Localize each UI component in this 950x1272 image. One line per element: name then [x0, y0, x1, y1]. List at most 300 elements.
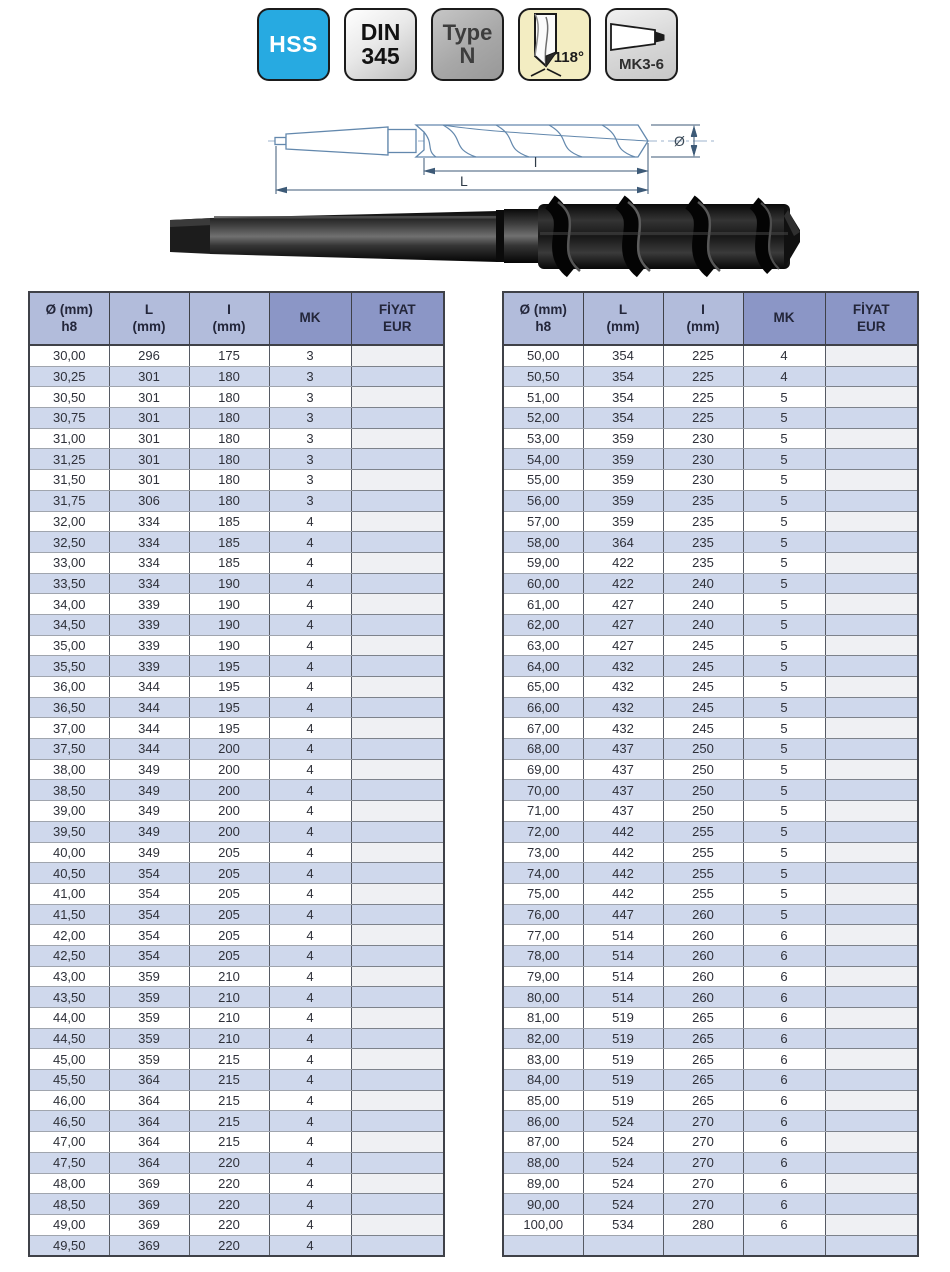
cell-mk: 5	[743, 718, 825, 739]
cell-price	[351, 1194, 444, 1215]
cell-diameter: 37,50	[29, 739, 109, 760]
cell-overall-length: 524	[583, 1152, 663, 1173]
cell-mk: 5	[743, 532, 825, 553]
cell-mk: 6	[743, 1152, 825, 1173]
cell-flute-length: 195	[189, 697, 269, 718]
cell-diameter: 61,00	[503, 594, 583, 615]
cell-mk: 6	[743, 1008, 825, 1029]
cell-price	[825, 739, 918, 760]
cell-diameter: 54,00	[503, 449, 583, 470]
cell-price	[351, 945, 444, 966]
cell-price	[825, 408, 918, 429]
cell-mk: 5	[743, 594, 825, 615]
cell-price	[351, 1090, 444, 1111]
cell-flute-length: 245	[663, 697, 743, 718]
overall-length-label: L	[460, 173, 468, 189]
cell-mk: 5	[743, 801, 825, 822]
cell-price	[825, 842, 918, 863]
table-row	[503, 449, 918, 470]
cell-price	[825, 1194, 918, 1215]
column-header-mk: MK	[743, 292, 825, 345]
cell-mk: 4	[269, 739, 351, 760]
table-row	[503, 408, 918, 429]
cell-diameter: 72,00	[503, 821, 583, 842]
cell-diameter: 47,50	[29, 1152, 109, 1173]
table-row	[503, 1214, 918, 1235]
cell-flute-length: 190	[189, 573, 269, 594]
cell-mk: 5	[743, 573, 825, 594]
table-row	[29, 1132, 444, 1153]
cell-flute-length: 220	[189, 1235, 269, 1256]
cell-overall-length: 354	[583, 387, 663, 408]
cell-price	[825, 573, 918, 594]
cell-diameter: 33,00	[29, 552, 109, 573]
table-row	[503, 1028, 918, 1049]
cell-diameter: 41,00	[29, 883, 109, 904]
cell-overall-length: 437	[583, 780, 663, 801]
cell-flute-length: 215	[189, 1049, 269, 1070]
cell-mk: 5	[743, 408, 825, 429]
cell-mk: 5	[743, 428, 825, 449]
cell-overall-length: 364	[109, 1090, 189, 1111]
cell-flute-length: 265	[663, 1049, 743, 1070]
cell-diameter: 76,00	[503, 904, 583, 925]
cell-diameter: 50,00	[503, 345, 583, 366]
cell-price	[825, 801, 918, 822]
cell-mk: 5	[743, 656, 825, 677]
cell-overall-length: 354	[109, 945, 189, 966]
cell-flute-length: 230	[663, 428, 743, 449]
cell-diameter: 59,00	[503, 552, 583, 573]
cell-overall-length: 534	[583, 1214, 663, 1235]
drill-photo	[148, 192, 803, 285]
cell-flute-length: 265	[663, 1090, 743, 1111]
cell-mk: 4	[269, 594, 351, 615]
cell-flute-length: 205	[189, 904, 269, 925]
cell-overall-length: 432	[583, 718, 663, 739]
cell-diameter: 32,50	[29, 532, 109, 553]
cell-overall-length: 344	[109, 718, 189, 739]
cell-mk: 4	[269, 842, 351, 863]
cell-price	[825, 863, 918, 884]
cell-flute-length: 240	[663, 614, 743, 635]
cell-flute-length: 180	[189, 490, 269, 511]
table-row	[29, 801, 444, 822]
cell-flute-length: 205	[189, 945, 269, 966]
cell-overall-length: 339	[109, 635, 189, 656]
cell-mk: 5	[743, 863, 825, 884]
cell-flute-length: 225	[663, 408, 743, 429]
cell-diameter: 31,75	[29, 490, 109, 511]
cell-flute-length: 200	[189, 759, 269, 780]
cell-price	[351, 697, 444, 718]
cell-diameter: 40,00	[29, 842, 109, 863]
cell-flute-length: 255	[663, 883, 743, 904]
cell-diameter: 81,00	[503, 1008, 583, 1029]
table-row	[29, 366, 444, 387]
table-row	[29, 1028, 444, 1049]
cell-mk: 4	[743, 345, 825, 366]
table-row	[29, 635, 444, 656]
cell-diameter: 42,00	[29, 925, 109, 946]
cell-flute-length: 190	[189, 635, 269, 656]
cell-overall-length: 301	[109, 470, 189, 491]
cell-diameter: 79,00	[503, 966, 583, 987]
cell-mk: 4	[269, 614, 351, 635]
table-row	[29, 677, 444, 698]
cell-price	[351, 511, 444, 532]
cell-diameter: 73,00	[503, 842, 583, 863]
cell-price	[825, 780, 918, 801]
cell-overall-length: 359	[583, 428, 663, 449]
table-row	[503, 739, 918, 760]
cell-overall-length: 339	[109, 656, 189, 677]
table-row	[503, 904, 918, 925]
cell-mk: 6	[743, 1049, 825, 1070]
table-row	[29, 1111, 444, 1132]
cell-price	[825, 1008, 918, 1029]
cell-diameter: 82,00	[503, 1028, 583, 1049]
cell-price	[351, 656, 444, 677]
cell-mk: 5	[743, 490, 825, 511]
cell-price	[351, 821, 444, 842]
cell-overall-length: 334	[109, 573, 189, 594]
table-header-row	[29, 292, 444, 345]
cell-price	[825, 1173, 918, 1194]
cell-diameter: 36,00	[29, 677, 109, 698]
cell-diameter: 31,00	[29, 428, 109, 449]
cell-flute-length	[663, 1235, 743, 1256]
cell-overall-length: 364	[109, 1070, 189, 1091]
cell-mk: 6	[743, 966, 825, 987]
table-row	[29, 408, 444, 429]
cell-mk: 6	[743, 1132, 825, 1153]
cell-mk: 5	[743, 470, 825, 491]
cell-diameter: 49,00	[29, 1214, 109, 1235]
cell-flute-length: 195	[189, 677, 269, 698]
cell-overall-length: 344	[109, 677, 189, 698]
cell-price	[351, 739, 444, 760]
cell-diameter: 38,50	[29, 780, 109, 801]
cell-flute-length: 235	[663, 511, 743, 532]
cell-diameter: 56,00	[503, 490, 583, 511]
cell-overall-length: 359	[109, 987, 189, 1008]
cell-flute-length: 280	[663, 1214, 743, 1235]
cell-flute-length: 205	[189, 842, 269, 863]
cell-overall-length: 296	[109, 345, 189, 366]
table-row	[29, 821, 444, 842]
table-row	[29, 345, 444, 366]
table-row	[29, 739, 444, 760]
drill-point-icon	[521, 11, 589, 79]
cell-mk: 6	[743, 987, 825, 1008]
table-row	[503, 387, 918, 408]
cell-diameter: 62,00	[503, 614, 583, 635]
table-row	[503, 573, 918, 594]
cell-mk: 4	[269, 511, 351, 532]
cell-flute-length: 235	[663, 532, 743, 553]
table-row	[29, 759, 444, 780]
table-row	[503, 345, 918, 366]
table-row	[29, 863, 444, 884]
cell-overall-length: 339	[109, 614, 189, 635]
cell-overall-length: 437	[583, 801, 663, 822]
cell-price	[351, 635, 444, 656]
cell-diameter: 49,50	[29, 1235, 109, 1256]
cell-overall-length: 359	[583, 449, 663, 470]
cell-mk: 6	[743, 1028, 825, 1049]
morse-taper-label: MK3-6	[618, 55, 664, 73]
table-row	[29, 614, 444, 635]
cell-overall-length: 369	[109, 1173, 189, 1194]
table-row	[503, 718, 918, 739]
table-row	[29, 883, 444, 904]
cell-overall-length: 432	[583, 656, 663, 677]
table-row	[29, 697, 444, 718]
cell-flute-length: 240	[663, 594, 743, 615]
cell-price	[351, 532, 444, 553]
table-row	[29, 1152, 444, 1173]
cell-mk: 4	[269, 1235, 351, 1256]
cell-flute-length: 180	[189, 408, 269, 429]
table-row	[503, 1194, 918, 1215]
cell-flute-length: 185	[189, 511, 269, 532]
cell-overall-length: 422	[583, 573, 663, 594]
cell-overall-length: 519	[583, 1070, 663, 1091]
cell-price	[351, 780, 444, 801]
cell-price	[825, 656, 918, 677]
cell-overall-length: 339	[109, 594, 189, 615]
cell-mk: 4	[269, 718, 351, 739]
cell-diameter: 90,00	[503, 1194, 583, 1215]
cell-flute-length: 260	[663, 966, 743, 987]
cell-price	[825, 883, 918, 904]
cell-diameter: 50,50	[503, 366, 583, 387]
cell-price	[825, 345, 918, 366]
cell-flute-length: 215	[189, 1111, 269, 1132]
cell-flute-length: 270	[663, 1194, 743, 1215]
type-label-line2: N	[459, 42, 476, 68]
cell-flute-length: 245	[663, 677, 743, 698]
table-row	[29, 925, 444, 946]
cell-mk: 5	[743, 780, 825, 801]
cell-overall-length: 524	[583, 1173, 663, 1194]
table-row	[29, 1173, 444, 1194]
cell-overall-length: 301	[109, 387, 189, 408]
table-row	[29, 449, 444, 470]
cell-mk: 4	[269, 759, 351, 780]
table-row	[29, 1214, 444, 1235]
cell-price	[825, 697, 918, 718]
cell-overall-length: 514	[583, 925, 663, 946]
cell-overall-length: 364	[583, 532, 663, 553]
cell-price	[825, 366, 918, 387]
table-row	[503, 1132, 918, 1153]
cell-overall-length: 442	[583, 883, 663, 904]
table-row	[503, 1173, 918, 1194]
cell-mk: 5	[743, 842, 825, 863]
point-angle-badge	[518, 8, 591, 81]
cell-mk: 4	[269, 863, 351, 884]
cell-price	[351, 1028, 444, 1049]
cell-diameter: 52,00	[503, 408, 583, 429]
table-row	[503, 552, 918, 573]
table-row	[503, 780, 918, 801]
cell-mk: 4	[269, 1132, 351, 1153]
cell-overall-length: 369	[109, 1194, 189, 1215]
cell-diameter: 68,00	[503, 739, 583, 760]
cell-price	[825, 718, 918, 739]
column-header-flute-length: I (mm)	[663, 292, 743, 345]
cell-overall-length: 442	[583, 821, 663, 842]
cell-overall-length: 359	[109, 1008, 189, 1029]
cell-diameter: 78,00	[503, 945, 583, 966]
table-row	[503, 801, 918, 822]
cell-diameter: 88,00	[503, 1152, 583, 1173]
table-row	[29, 552, 444, 573]
column-header-flute-length: I (mm)	[189, 292, 269, 345]
cell-diameter: 67,00	[503, 718, 583, 739]
cell-overall-length: 514	[583, 966, 663, 987]
table-row	[503, 532, 918, 553]
cell-flute-length: 250	[663, 739, 743, 760]
table-row	[503, 594, 918, 615]
cell-diameter: 85,00	[503, 1090, 583, 1111]
cell-price	[351, 925, 444, 946]
table-row	[503, 366, 918, 387]
cell-overall-length: 344	[109, 739, 189, 760]
cell-mk: 4	[269, 1194, 351, 1215]
cell-overall-length: 301	[109, 428, 189, 449]
cell-mk: 5	[743, 759, 825, 780]
cell-mk: 5	[743, 883, 825, 904]
cell-diameter: 30,00	[29, 345, 109, 366]
cell-mk: 6	[743, 1194, 825, 1215]
din-345-badge	[344, 8, 417, 81]
cell-price	[825, 1214, 918, 1235]
cell-mk: 4	[269, 1173, 351, 1194]
cell-diameter: 66,00	[503, 697, 583, 718]
cell-price	[825, 1028, 918, 1049]
cell-mk: 3	[269, 366, 351, 387]
cell-diameter: 31,25	[29, 449, 109, 470]
cell-overall-length: 519	[583, 1049, 663, 1070]
cell-flute-length: 180	[189, 449, 269, 470]
table-row	[29, 842, 444, 863]
cell-overall-length: 349	[109, 842, 189, 863]
cell-flute-length: 265	[663, 1070, 743, 1091]
cell-mk: 4	[269, 1214, 351, 1235]
cell-mk: 6	[743, 1173, 825, 1194]
cell-price	[825, 904, 918, 925]
cell-price	[351, 1214, 444, 1235]
cell-diameter: 36,50	[29, 697, 109, 718]
cell-diameter: 86,00	[503, 1111, 583, 1132]
cell-flute-length: 220	[189, 1152, 269, 1173]
cell-price	[825, 945, 918, 966]
cell-mk: 5	[743, 697, 825, 718]
cell-mk: 4	[269, 883, 351, 904]
table-row	[503, 759, 918, 780]
cell-mk: 4	[269, 821, 351, 842]
cell-flute-length: 270	[663, 1152, 743, 1173]
cell-mk: 4	[269, 635, 351, 656]
cell-mk: 3	[269, 428, 351, 449]
cell-diameter: 38,00	[29, 759, 109, 780]
cell-price	[351, 490, 444, 511]
table-row	[503, 697, 918, 718]
hss-badge	[257, 8, 330, 81]
table-row	[29, 470, 444, 491]
cell-price	[351, 1049, 444, 1070]
cell-mk: 5	[743, 552, 825, 573]
cell-diameter: 32,00	[29, 511, 109, 532]
cell-diameter: 45,50	[29, 1070, 109, 1091]
cell-price	[825, 635, 918, 656]
cell-flute-length: 175	[189, 345, 269, 366]
cell-overall-length: 354	[583, 366, 663, 387]
cell-price	[825, 759, 918, 780]
cell-mk: 4	[269, 904, 351, 925]
table-row	[29, 511, 444, 532]
cell-diameter: 58,00	[503, 532, 583, 553]
cell-diameter: 34,50	[29, 614, 109, 635]
cell-flute-length: 215	[189, 1090, 269, 1111]
cell-price	[351, 1070, 444, 1091]
cell-flute-length: 210	[189, 1008, 269, 1029]
cell-overall-length: 359	[583, 490, 663, 511]
cell-price	[351, 759, 444, 780]
column-header-diameter: Ø (mm) h8	[503, 292, 583, 345]
cell-diameter: 35,00	[29, 635, 109, 656]
cell-flute-length: 200	[189, 801, 269, 822]
cell-flute-length: 250	[663, 801, 743, 822]
cell-flute-length: 230	[663, 470, 743, 491]
cell-flute-length: 190	[189, 594, 269, 615]
cell-flute-length: 180	[189, 387, 269, 408]
cell-overall-length: 447	[583, 904, 663, 925]
cell-overall-length: 354	[583, 408, 663, 429]
cell-diameter: 65,00	[503, 677, 583, 698]
cell-price	[825, 1111, 918, 1132]
point-angle-label: 118°	[553, 48, 584, 66]
cell-overall-length: 301	[109, 449, 189, 470]
cell-mk: 4	[269, 780, 351, 801]
cell-overall-length: 334	[109, 552, 189, 573]
cell-price	[825, 532, 918, 553]
cell-flute-length: 225	[663, 366, 743, 387]
cell-price	[351, 366, 444, 387]
cell-flute-length: 215	[189, 1132, 269, 1153]
cell-overall-length: 354	[583, 345, 663, 366]
cell-flute-length: 245	[663, 635, 743, 656]
cell-flute-length: 260	[663, 987, 743, 1008]
cell-price	[351, 1111, 444, 1132]
table-row	[503, 1070, 918, 1091]
cell-price	[825, 387, 918, 408]
cell-price	[825, 1049, 918, 1070]
cell-mk: 5	[743, 821, 825, 842]
cell-diameter: 44,00	[29, 1008, 109, 1029]
cell-overall-length: 437	[583, 739, 663, 760]
cell-flute-length: 205	[189, 925, 269, 946]
cell-flute-length: 185	[189, 552, 269, 573]
cell-mk: 6	[743, 945, 825, 966]
cell-price	[351, 449, 444, 470]
cell-mk: 6	[743, 1070, 825, 1091]
cell-price	[825, 428, 918, 449]
cell-diameter: 35,50	[29, 656, 109, 677]
